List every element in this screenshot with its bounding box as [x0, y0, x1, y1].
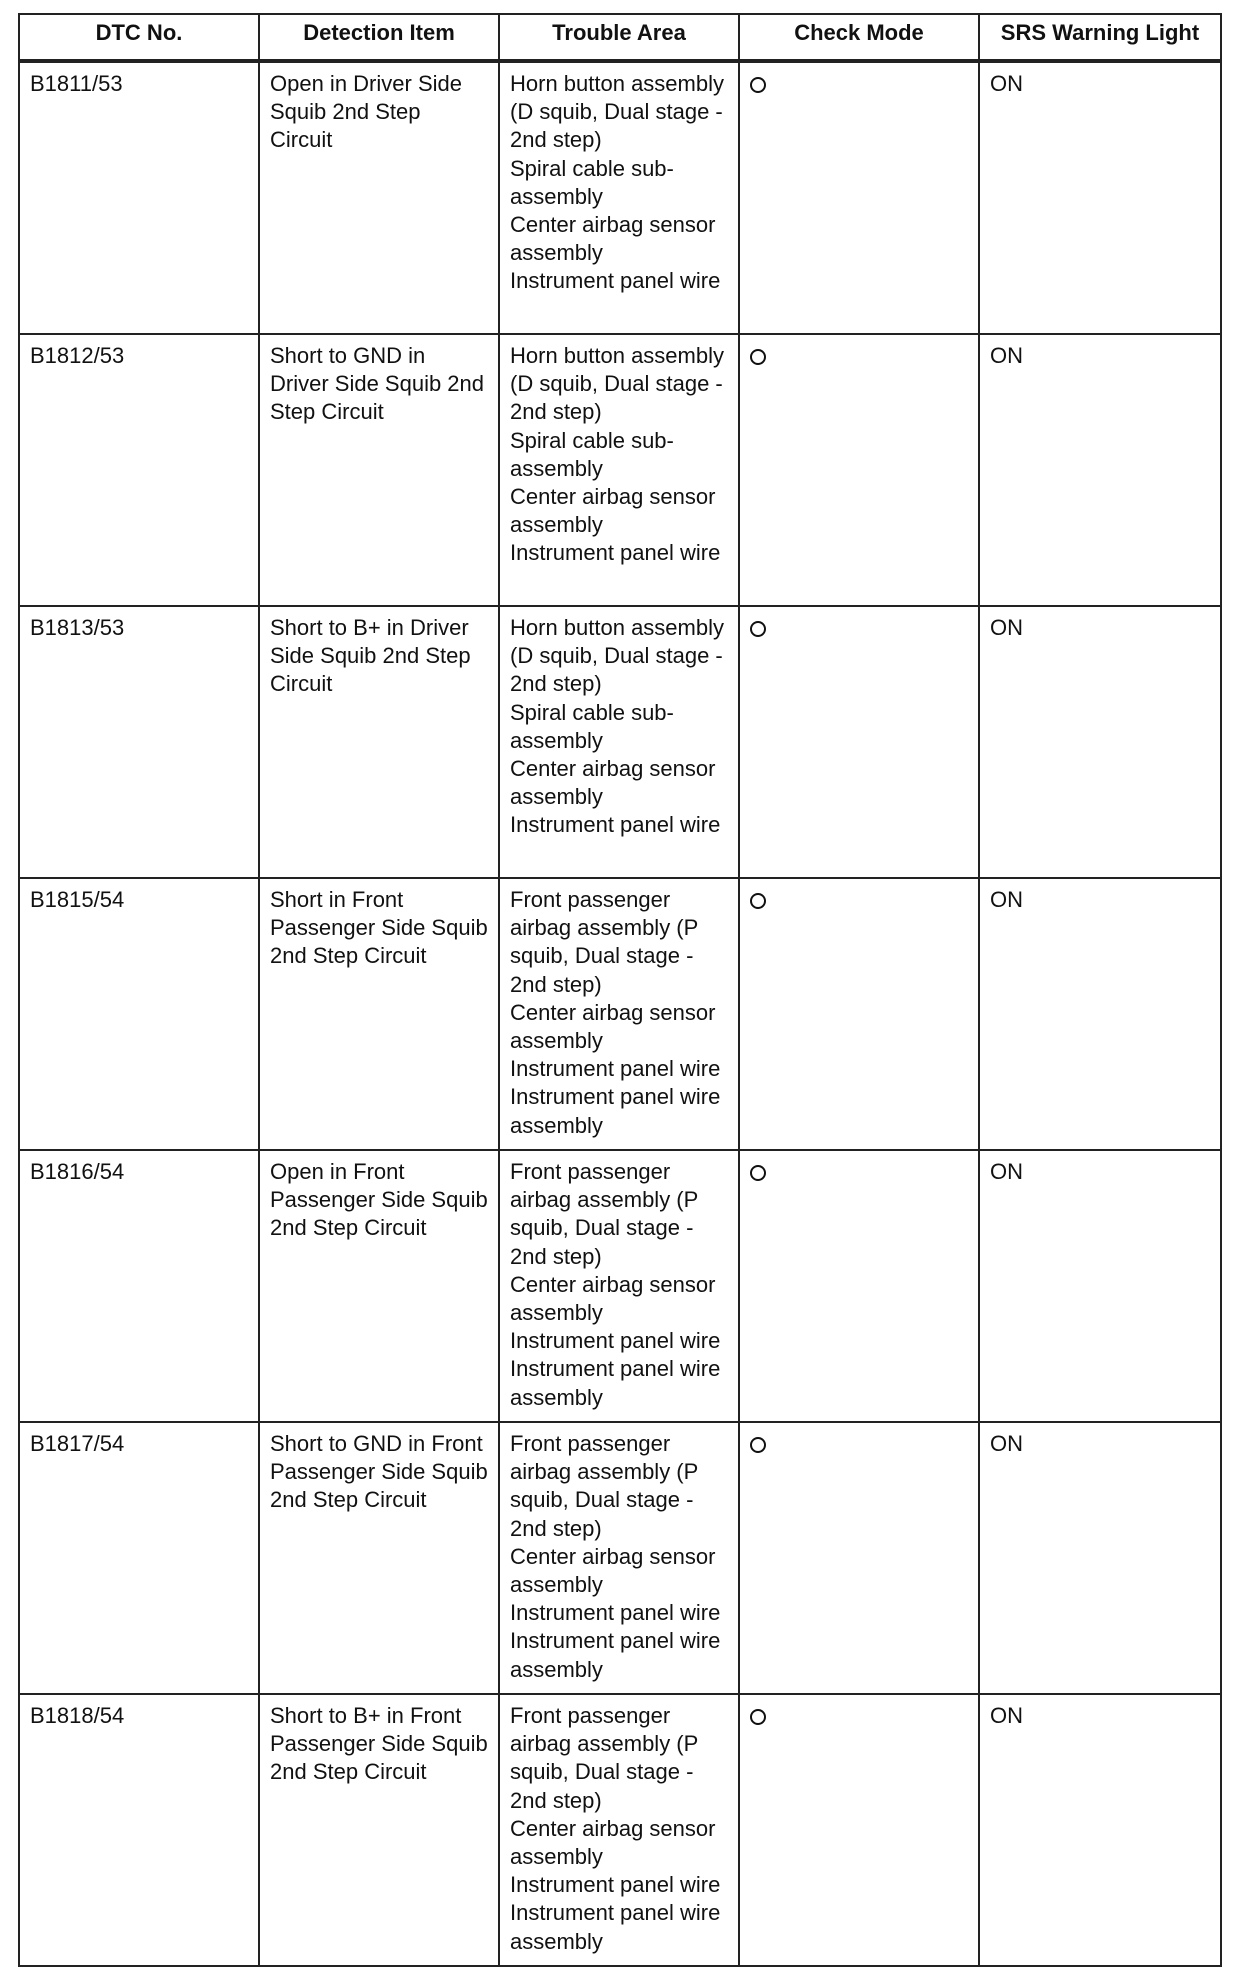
table-row: [19, 606, 1221, 878]
trouble-area-item: Center airbag sensor assembly: [510, 1543, 716, 1598]
trouble-area: [499, 61, 739, 334]
header-dtc-no: DTC No.: [19, 14, 259, 61]
trouble-area-item: Instrument panel wire: [510, 1328, 721, 1354]
srs-warning-light: ON: [979, 61, 1221, 334]
header-trouble-area: Trouble Area: [499, 14, 739, 61]
trouble-area: [499, 334, 739, 606]
table-row: [19, 1694, 1221, 1966]
detection-item: Open in Front Passenger Side Squib 2nd Step Circuit: [259, 1150, 499, 1422]
table-row: [19, 878, 1221, 1150]
trouble-area-item: Center airbag sensor assembly: [510, 999, 716, 1054]
trouble-area-item: Front passenger airbag assembly (P squib, Dual stage - 2nd step): [510, 1431, 698, 1541]
dtc-table: [18, 13, 1222, 1967]
table-body: [19, 61, 1221, 1966]
trouble-area-item: Front passenger airbag assembly (P squib, Dual stage - 2nd step): [510, 1703, 698, 1813]
trouble-area: [499, 1422, 739, 1694]
circle-icon: [750, 1709, 766, 1725]
trouble-area-item: Instrument panel wire: [510, 1872, 721, 1898]
trouble-area-item: Instrument panel wire assembly: [510, 1356, 721, 1410]
trouble-area-item: Instrument panel wire: [510, 540, 721, 566]
detection-item: Short to GND in Driver Side Squib 2nd Step Circuit: [259, 334, 499, 606]
table-row: [19, 1422, 1221, 1694]
trouble-area-item: Horn button assembly (D squib, Dual stage - 2nd step): [510, 615, 724, 697]
srs-warning-light: ON: [979, 1150, 1221, 1422]
trouble-area-item: Instrument panel wire: [510, 812, 721, 838]
trouble-area-item: Center airbag sensor assembly: [510, 212, 716, 266]
trouble-area: [499, 878, 739, 1150]
trouble-area-item: Instrument panel wire: [510, 1600, 721, 1626]
detection-item: Short to B+ in Driver Side Squib 2nd Step Circuit: [259, 606, 499, 878]
table-header: [19, 14, 1221, 61]
dtc-code: B1818/54: [19, 1694, 259, 1966]
circle-icon: [750, 77, 766, 93]
srs-warning-light: ON: [979, 334, 1221, 606]
check-mode: [739, 334, 979, 606]
table-row: [19, 61, 1221, 334]
header-row: [19, 14, 1221, 61]
header-srs-warning-light: SRS Warning Light: [979, 14, 1221, 61]
trouble-area-item: Front passenger airbag assembly (P squib, Dual stage - 2nd step): [510, 887, 698, 997]
trouble-area-item: Center airbag sensor assembly: [510, 1271, 716, 1326]
dtc-code: B1817/54: [19, 1422, 259, 1694]
circle-icon: [750, 621, 766, 637]
circle-icon: [750, 349, 766, 365]
dtc-code: B1812/53: [19, 334, 259, 606]
trouble-area-item: Instrument panel wire assembly: [510, 1900, 721, 1954]
table-row: [19, 1150, 1221, 1422]
trouble-area-item: Spiral cable sub-assembly: [510, 699, 674, 753]
trouble-area-item: Center airbag sensor assembly: [510, 1815, 716, 1870]
trouble-area-item: Center airbag sensor assembly: [510, 484, 716, 538]
circle-icon: [750, 1437, 766, 1453]
header-check-mode: Check Mode: [739, 14, 979, 61]
check-mode: [739, 878, 979, 1150]
srs-warning-light: ON: [979, 606, 1221, 878]
trouble-area-item: Front passenger airbag assembly (P squib, Dual stage - 2nd step): [510, 1159, 698, 1269]
dtc-code: B1813/53: [19, 606, 259, 878]
trouble-area-item: Instrument panel wire assembly: [510, 1084, 721, 1138]
check-mode: [739, 1422, 979, 1694]
srs-warning-light: ON: [979, 1422, 1221, 1694]
srs-warning-light: ON: [979, 1694, 1221, 1966]
trouble-area-item: Horn button assembly (D squib, Dual stage - 2nd step): [510, 343, 724, 425]
header-detection-item: Detection Item: [259, 14, 499, 61]
detection-item: Short to GND in Front Passenger Side Squib 2nd Step Circuit: [259, 1422, 499, 1694]
check-mode: [739, 61, 979, 334]
dtc-code: B1815/54: [19, 878, 259, 1150]
trouble-area: [499, 1694, 739, 1966]
check-mode: [739, 1150, 979, 1422]
trouble-area-item: Spiral cable sub-assembly: [510, 155, 674, 209]
trouble-area: [499, 1150, 739, 1422]
trouble-area-item: Instrument panel wire: [510, 268, 721, 294]
trouble-area-item: Center airbag sensor assembly: [510, 756, 716, 810]
srs-warning-light: ON: [979, 878, 1221, 1150]
table-row: [19, 334, 1221, 606]
circle-icon: [750, 1165, 766, 1181]
check-mode: [739, 1694, 979, 1966]
trouble-area-item: Instrument panel wire: [510, 1056, 721, 1082]
trouble-area: [499, 606, 739, 878]
detection-item: Short in Front Passenger Side Squib 2nd Step Circuit: [259, 878, 499, 1150]
circle-icon: [750, 893, 766, 909]
dtc-code: B1816/54: [19, 1150, 259, 1422]
check-mode: [739, 606, 979, 878]
trouble-area-item: Spiral cable sub-assembly: [510, 427, 674, 481]
detection-item: Open in Driver Side Squib 2nd Step Circuit: [259, 61, 499, 334]
trouble-area-item: Instrument panel wire assembly: [510, 1628, 721, 1682]
trouble-area-item: Horn button assembly (D squib, Dual stage - 2nd step): [510, 71, 724, 153]
dtc-code: B1811/53: [19, 61, 259, 334]
detection-item: Short to B+ in Front Passenger Side Squib 2nd Step Circuit: [259, 1694, 499, 1966]
